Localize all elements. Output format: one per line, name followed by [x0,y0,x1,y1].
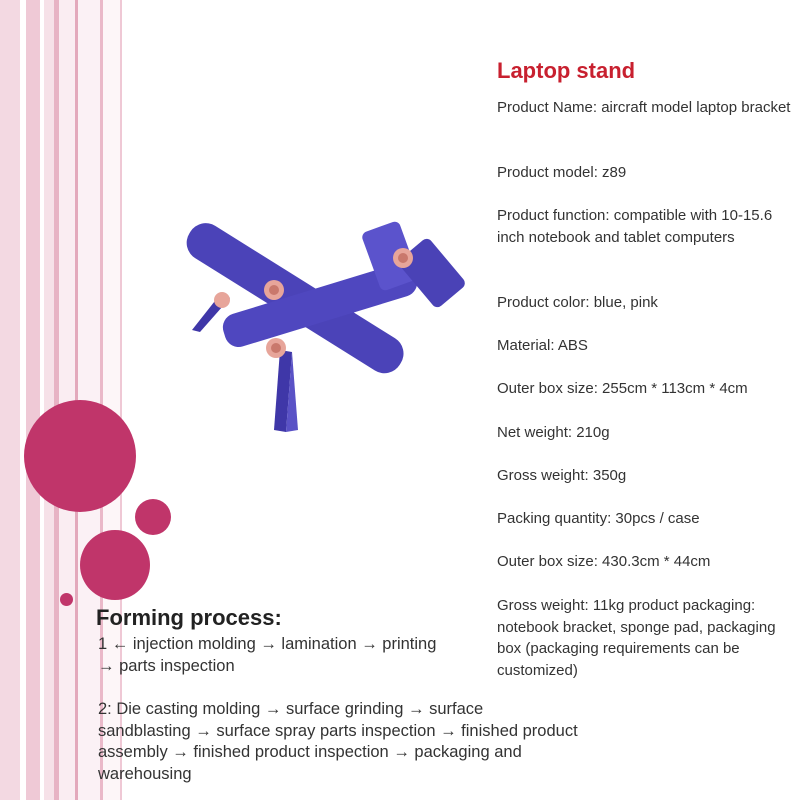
aircraft-laptop-stand-image [180,180,480,440]
spec-item-packing-quantity: Packing quantity: 30pcs / case [497,510,700,527]
spec-item-product-function: Product function: compatible with 10-15.6 inch notebook and tablet computers [497,207,773,246]
spec-item-net-weight: Net weight: 210g [497,424,610,441]
spec-item-product-name: Product Name: aircraft model laptop bracket [497,99,791,116]
spec-item-material: Material: ABS [497,337,588,354]
spec-item-product-color: Product color: blue, pink [497,294,658,311]
spec-title: Laptop stand [497,58,636,83]
spec-item-gross-weight-packaging: Gross weight: 11kg product packaging: notebook bracket, sponge pad, packaging box (packaging requirements can be customized) [497,597,776,679]
process-step-2: 2: Die casting molding → surface grinding → surface sandblasting → surface spray parts inspection → finished product assembly → finished product inspection → packaging and warehousing [98,700,578,783]
spec-item-outer-box-size-2: Outer box size: 430.3cm * 44cm [497,553,711,570]
decorative-circle-medium [80,530,150,600]
spec-item-product-model: Product model: z89 [497,164,627,181]
process-step-1: 1 ← injection molding → lamination → printing → parts inspection [98,635,437,675]
spec-item-outer-box-size: Outer box size: 255cm * 113cm * 4cm [497,380,748,397]
process-title: Forming process: [96,605,282,630]
decorative-circle-large [24,400,136,512]
decorative-dot [60,593,73,606]
spec-item-gross-weight: Gross weight: 350g [497,467,627,484]
decorative-circle-small [135,499,171,535]
